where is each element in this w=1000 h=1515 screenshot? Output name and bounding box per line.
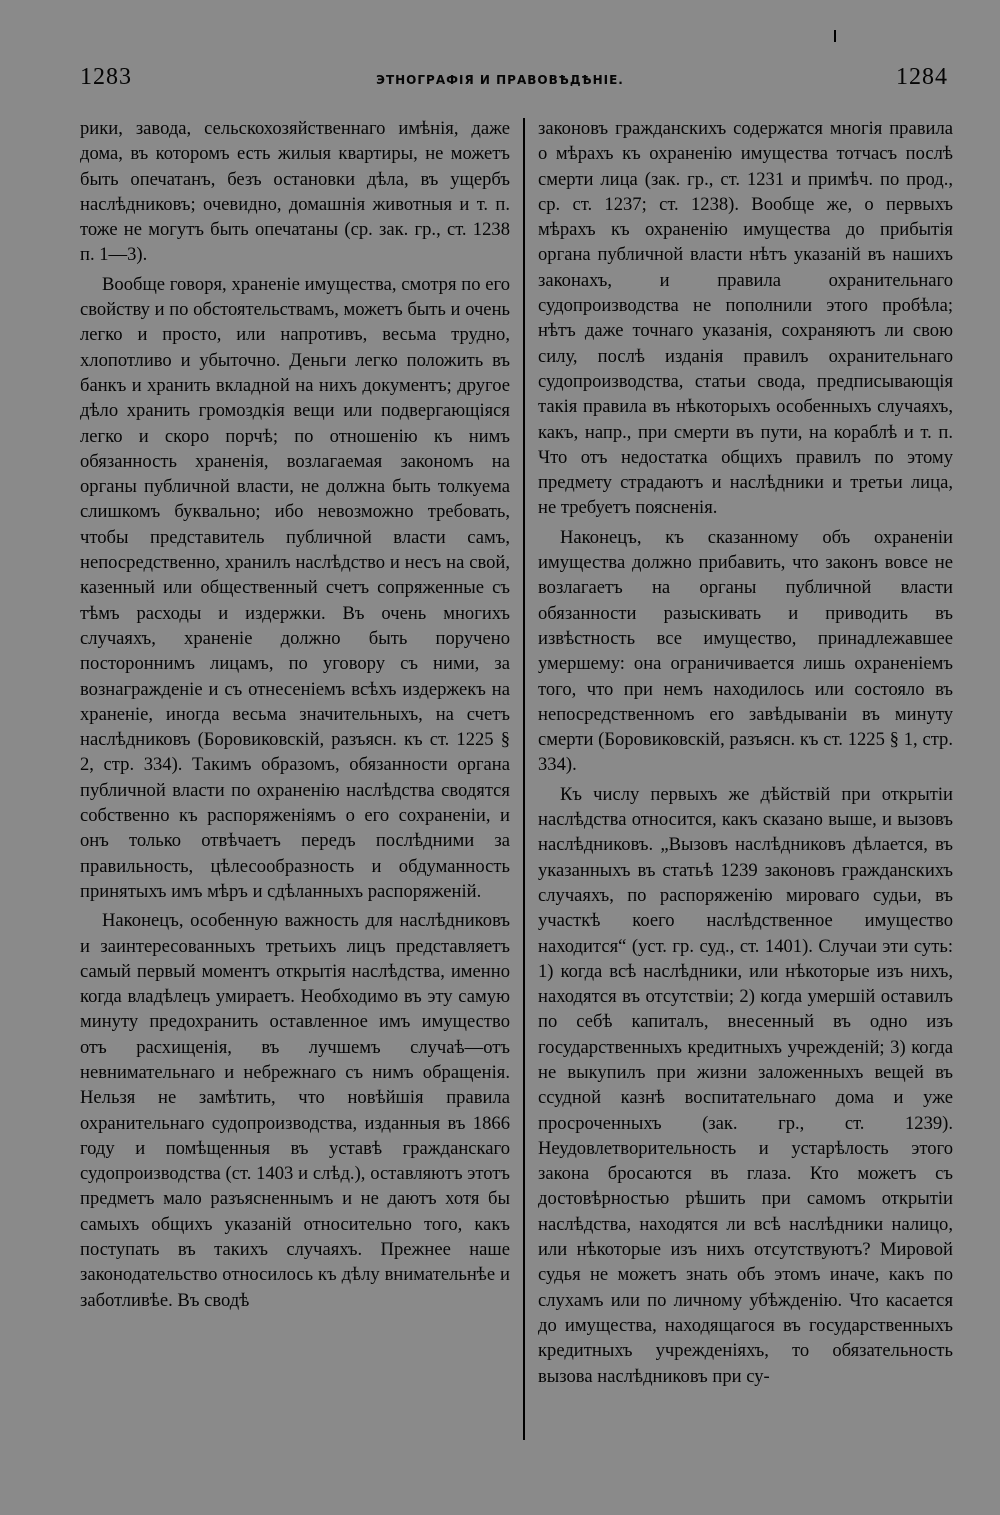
paragraph: Наконецъ, особенную важность для наслѣдниковъ и заинтересованныхъ третьихъ лицъ представляетъ самый первый моментъ открытія наслѣдства, именно когда владѣлецъ умираетъ. Необходимо въ эту самую минуту предохранить оставленное имъ имущество отъ расхищенія, въ лучшемъ случаѣ—отъ невнимательнаго и небрежнаго съ нимъ обращенія. Нельзя не замѣтить, что новѣйшія правила охранительнаго судопроизводства, изданныя въ 1866 году и помѣщенныя въ уставѣ гражданскаго судопроизводства (ст. 1403 и слѣд.), оставляютъ этотъ предметъ мало разъясненнымъ и не даютъ хотя бы самыхъ общихъ указаній относительно того, какъ поступать въ такихъ случаяхъ. Прежнее наше законодательство относилось къ дѣлу внимательнѣе и заботливѣе. Въ сводѣ: [80, 910, 510, 1311]
paragraph: Вообще говоря, храненіе имущества, смотря по его свойству и по обстоятельствамъ, можетъ быть и очень легко и просто, или напротивъ, весьма трудно, хлопотливо и убыточно. Деньги легко положить въ банкъ и хранить вкладной на нихъ документъ; другое дѣло хранить громоздкія вещи или подвергающіяся легко и скоро порчѣ; по отношенію къ нимъ обязанность храненія, возлагаемая закономъ на органы публичной власти, не должна быть толкуема слишкомъ буквально; ибо невозможно требовать, чтобы представитель публичной власти самъ, непосредственно, хранилъ наслѣдство и несъ на свой, казенный или общественный счетъ сопряженные съ тѣмъ расходы и издержки. Въ очень многихъ случаяхъ, храненіе должно быть поручено постороннимъ лицамъ, по уговору съ ними, за вознагражденіе и съ отнесеніемъ всѣхъ издержекъ на храненіе, иногда весьма значительныхъ, на счетъ наслѣдниковъ (Боровиковскій, разъясн. къ ст. 1225 § 2, стр. 334). Такимъ образомъ, обязанности органа публичной власти по охраненію наслѣдства сводятся собственно къ распоряженіямъ о его сохраненіи, и онъ только отвѣчаетъ передъ послѣдними за правильность, цѣлесообразность и обдуманность принятыхъ имъ мѣръ и сдѣланныхъ распоряженій.: [80, 273, 510, 902]
running-header: [0, 64, 1000, 94]
page-number-left: 1283: [80, 64, 132, 90]
left-column: [80, 116, 510, 1313]
margin-mark: [834, 30, 836, 42]
page-number-right: 1284: [896, 64, 948, 90]
running-title: ЭТНОГРАФІЯ И ПРАВОВѢДѢНІЕ.: [376, 73, 624, 87]
paragraph: законовъ гражданскихъ содержатся многія правила о мѣрахъ къ охраненію имущества тотчасъ послѣ смерти лица (зак. гр., ст. 1231 и примѣч. по прод., ср. ст. 1237; ст. 1238). Вообще же, о первыхъ мѣрахъ къ охраненію имущества до прибытія органа публичной власти нѣтъ указаній въ нашихъ законахъ, и правила охранительнаго судопроизводства не пополнили этого пробѣла; нѣтъ даже точнаго указанія, сохраняютъ ли свою силу, послѣ изданія правилъ охранительнаго судопроизводства, статьи свода, предписывающія такія правила въ нѣкоторыхъ особенныхъ случаяхъ, какъ, напр., при смерти въ пути, на кораблѣ и т. п. Что отъ недостатка общихъ правилъ по этому предмету страдаютъ и наслѣдники и третьи лица, не требуетъ поясненія.: [538, 118, 953, 519]
paragraph: Наконецъ, къ сказанному объ охраненіи имущества должно прибавить, что законъ вовсе не возлагаетъ на органы публичной власти обязанности разыскивать и приводить въ извѣстность все имущество, принадлежавшее умершему: она ограничивается лишь охраненіемъ того, что при немъ находилось или состояло въ непосредственномъ его завѣдываніи въ минуту смерти (Боровиковскій, разъясн. къ ст. 1225 § 1, стр. 334).: [538, 526, 953, 776]
paragraph: Къ числу первыхъ же дѣйствій при открытіи наслѣдства относится, какъ сказано выше, и вызовъ наслѣдниковъ. „Вызовъ наслѣдниковъ дѣлается, въ указанныхъ въ статьѣ 1239 законовъ гражданскихъ случаяхъ, по распоряженію мироваго судьи, въ участкѣ коего наслѣдственное имущество находится“ (уст. гр. суд., ст. 1401). Случаи эти суть: 1) когда всѣ наслѣдники, или нѣкоторые изъ нихъ, находятся въ отсутствіи; 2) когда умершій оставилъ по себѣ капиталъ, внесенный въ одно изъ государственныхъ кредитныхъ учрежденій; 3) когда не выкупилъ при жизни заложенныхъ вещей въ ссудной казнѣ воспитательнаго дома и уже просроченныхъ (зак. гр., ст. 1239). Неудовлетворительность и устарѣлость этого закона бросаются въ глаза. Кто можетъ съ достовѣрностью рѣшить при самомъ открытіи наслѣдства, находятся ли всѣ наслѣдники налицо, или нѣкоторые изъ нихъ отсутствуютъ? Мировой судья не можетъ знать объ этомъ иначе, какъ по слухамъ или по личному убѣжденію. Что касается до имущества, находящагося въ государственныхъ кредитныхъ учрежденіяхъ, то обязательность вызова наслѣдниковъ при су-: [538, 783, 953, 1387]
column-divider: [523, 118, 525, 1440]
right-column: [538, 116, 953, 1389]
paragraph: рики, завода, сельскохозяйственнаго имѣнія, даже дома, въ которомъ есть жилыя квартиры, не можетъ быть опечатанъ, безъ остановки дѣла, въ ущербъ наслѣдниковъ; очевидно, домашнія животныя и т. п. тоже не могутъ быть опечатаны (ср. зак. гр., ст. 1238 п. 1—3).: [80, 118, 510, 266]
